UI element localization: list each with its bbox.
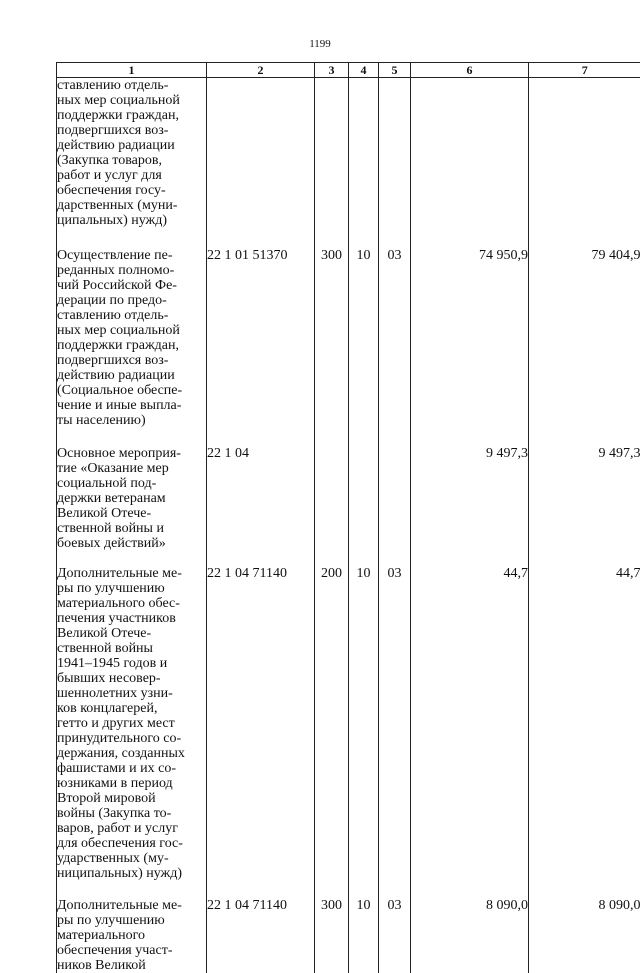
row-name-cell: Дополнительные ме- ры по улучшению материального обеспечения участ- ников Великой <box>57 898 207 973</box>
page-number: 1199 <box>0 38 640 50</box>
amount-year-1-cell: 44,7 <box>411 566 529 881</box>
spacer-cell <box>379 228 411 248</box>
spacer-cell <box>529 228 640 248</box>
spacer-cell <box>379 428 411 446</box>
spacer-cell <box>379 551 411 566</box>
spacer-cell <box>57 881 207 898</box>
column-header-6: 6 <box>411 63 529 78</box>
table-row <box>57 78 640 229</box>
table-row <box>57 898 640 973</box>
classification-code-cell <box>207 78 315 229</box>
expense-type-cell: 200 <box>315 566 349 881</box>
subsection-cell: 03 <box>379 248 411 428</box>
row-name-cell: Осуществление пе- реданных полномо- чий Российской Фе- дерации по предо- ставлению отдель- ных мер социальной поддержки граждан, подвергшихся воз- действию радиации (Социальное обеспе- чение и иные выпла- ты населению) <box>57 248 207 428</box>
section-cell: 10 <box>349 566 379 881</box>
column-header-2: 2 <box>207 63 315 78</box>
spacer-cell <box>411 428 529 446</box>
row-name-cell: Дополнительные ме- ры по улучшению материального обес- печения участников Великой Отече- ственной войны 1941–1945 годов и бывших несовер- шеннолетних узни- ков концлагерей, гетто и других мест принудительного со- держания, созданных фашистами и их со- юзниками в период Второй мировой войны (Закупка то- варов, работ и услуг для обеспечения гос- ударственных (му- ниципальных) нужд) <box>57 566 207 881</box>
amount-year-2-cell: 8 090,0 <box>529 898 640 973</box>
spacer-cell <box>349 228 379 248</box>
subsection-cell <box>379 78 411 229</box>
column-header-1: 1 <box>57 63 207 78</box>
row-spacer <box>57 428 640 446</box>
column-header-7: 7 <box>529 63 640 78</box>
amount-year-2-cell: 79 404,9 <box>529 248 640 428</box>
classification-code-cell: 22 1 04 71140 <box>207 566 315 881</box>
spacer-cell <box>411 228 529 248</box>
amount-year-1-cell <box>411 78 529 229</box>
column-number-row <box>57 63 640 78</box>
classification-code-cell: 22 1 04 <box>207 446 315 551</box>
row-spacer <box>57 551 640 566</box>
spacer-cell <box>529 551 640 566</box>
expense-type-cell: 300 <box>315 898 349 973</box>
expense-type-cell <box>315 446 349 551</box>
budget-table <box>56 62 640 973</box>
spacer-cell <box>349 428 379 446</box>
spacer-cell <box>207 881 315 898</box>
section-cell <box>349 446 379 551</box>
spacer-cell <box>207 228 315 248</box>
section-cell: 10 <box>349 248 379 428</box>
expense-type-cell: 300 <box>315 248 349 428</box>
amount-year-1-cell: 9 497,3 <box>411 446 529 551</box>
row-spacer <box>57 228 640 248</box>
column-header-3: 3 <box>315 63 349 78</box>
classification-code-cell: 22 1 04 71140 <box>207 898 315 973</box>
spacer-cell <box>57 228 207 248</box>
subsection-cell: 03 <box>379 566 411 881</box>
table-body <box>57 78 640 973</box>
column-header-4: 4 <box>349 63 379 78</box>
spacer-cell <box>207 428 315 446</box>
spacer-cell <box>315 881 349 898</box>
subsection-cell <box>379 446 411 551</box>
column-header-5: 5 <box>379 63 411 78</box>
table-row <box>57 566 640 881</box>
row-name-cell: ставлению отдель- ных мер социальной поддержки граждан, подвергшихся воз- действию радиации (Закупка товаров, работ и услуг для обеспечения госу- дарственных (муни- ципальных) нужд) <box>57 78 207 229</box>
spacer-cell <box>529 881 640 898</box>
spacer-cell <box>411 551 529 566</box>
classification-code-cell: 22 1 01 51370 <box>207 248 315 428</box>
section-cell: 10 <box>349 898 379 973</box>
subsection-cell: 03 <box>379 898 411 973</box>
spacer-cell <box>529 428 640 446</box>
spacer-cell <box>349 551 379 566</box>
amount-year-2-cell <box>529 78 640 229</box>
spacer-cell <box>315 228 349 248</box>
section-cell <box>349 78 379 229</box>
spacer-cell <box>315 551 349 566</box>
spacer-cell <box>411 881 529 898</box>
spacer-cell <box>57 551 207 566</box>
expense-type-cell <box>315 78 349 229</box>
amount-year-2-cell: 9 497,3 <box>529 446 640 551</box>
amount-year-1-cell: 8 090,0 <box>411 898 529 973</box>
spacer-cell <box>207 551 315 566</box>
row-spacer <box>57 881 640 898</box>
amount-year-1-cell: 74 950,9 <box>411 248 529 428</box>
spacer-cell <box>315 428 349 446</box>
amount-year-2-cell: 44,7 <box>529 566 640 881</box>
spacer-cell <box>349 881 379 898</box>
spacer-cell <box>57 428 207 446</box>
row-name-cell: Основное мероприя- тие «Оказание мер социальной под- держки ветеранам Великой Отече- ственной войны и боевых действий» <box>57 446 207 551</box>
spacer-cell <box>379 881 411 898</box>
table-row <box>57 446 640 551</box>
table-row <box>57 248 640 428</box>
